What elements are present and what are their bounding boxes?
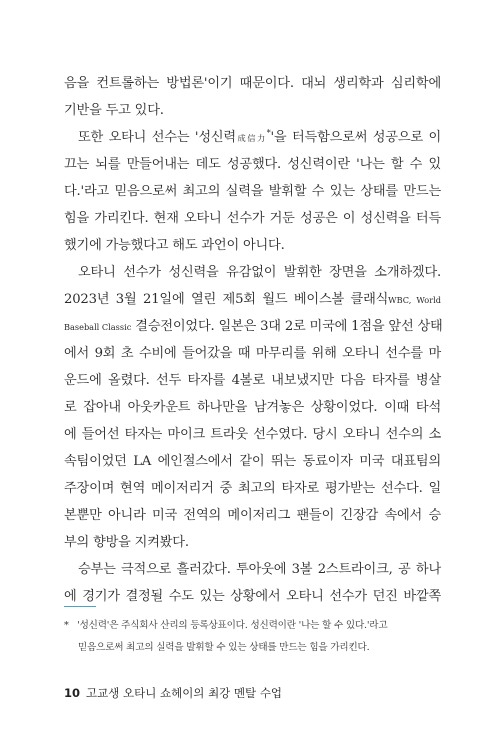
body-text: '을 터득함으로써 성공으로 이 [270,130,441,145]
body-line [78,128,441,148]
body-line: 끄는 뇌를 만들어내는 데도 성공했다. 성신력이란 '나는 할 수 있 [64,157,441,172]
footnote-marker: * [266,128,271,138]
body-line: 승부는 극적으로 흘러갔다. 투아웃에 3볼 2스트라이크, 공 하나 [78,562,441,577]
body-line: 다.'라고 믿음으로써 최고의 실력을 발휘할 수 있는 상태를 만드는 [64,184,441,199]
running-title: 고교생 오타니 쇼헤이의 최강 멘탈 수업 [86,686,283,700]
body-line: 했기에 가능했다고 해도 과언이 아니다. [64,238,285,253]
english-annotation: WBC, World [388,295,441,305]
body-line: 에 들어선 타자는 마이크 트라웃 선수였다. 당시 오타니 선수의 소 [64,427,441,442]
body-text: 2023년 3월 21일에 열린 제5회 월드 베이스볼 클래식 [64,292,389,307]
footnote-line [64,615,387,637]
footnote [64,615,387,659]
body-line: 부의 향방을 지켜봤다. [64,535,189,550]
body-line: 주장이며 현역 메이저리거 중 최고의 타자로 평가받는 선수다. 일 [64,481,441,496]
body-line: 로 잡아내 아웃카운트 하나만을 남겨놓은 상황이었다. 이때 타석 [64,400,441,415]
body-text: 결승전이었다. 일본은 3대 2로 미국에 1점을 앞선 상태 [135,319,443,334]
body-line: 에서 9회 초 수비에 들어갔을 때 마무리를 위해 오타니 선수를 마 [64,346,441,361]
body-text: 또한 오타니 선수는 '성신력 [78,130,236,145]
body-line: 힘을 가리킨다. 현재 오타니 선수가 거둔 성공은 이 성신력을 터득 [64,211,441,226]
body-line: 운드에 올렸다. 선두 타자를 4볼로 내보냈지만 다음 타자를 병살 [64,373,441,388]
english-annotation: Baseball Classic [64,322,132,332]
body-line: 속팀이었던 LA 에인절스에서 같이 뛰는 동료이자 미국 대표팀의 [64,454,441,469]
body-line [64,317,441,337]
body-line: 본뿐만 아니라 미국 전역의 메이저리그 팬들이 긴장감 속에서 승 [64,508,441,523]
body-line: 기반을 두고 있다. [64,103,164,118]
footnote-line: 믿음으로써 최고의 실력을 발휘할 수 있는 상태를 만드는 힘을 가리킨다. [78,642,370,653]
footnote-divider [64,606,96,607]
body-line: 에 경기가 결정될 수도 있는 상황에서 오타니 선수가 던진 바깥쪽 [64,589,441,604]
footnote-text: '성신력'은 주식회사 산리의 등록상표이다. 성신력이란 '나는 할 수 있다.'라고 [77,620,388,631]
page-number: 10 [64,686,81,700]
body-line [64,290,441,310]
body-line: 오타니 선수가 성신력을 유감없이 발휘한 장면을 소개하겠다. [78,265,441,280]
page-footer [64,685,282,701]
body-line: 음을 컨트롤하는 방법론'이기 때문이다. 대뇌 생리학과 심리학에 [64,76,441,91]
footnote-mark: * [64,620,69,631]
hanja-annotation: 成信力 [235,133,267,143]
